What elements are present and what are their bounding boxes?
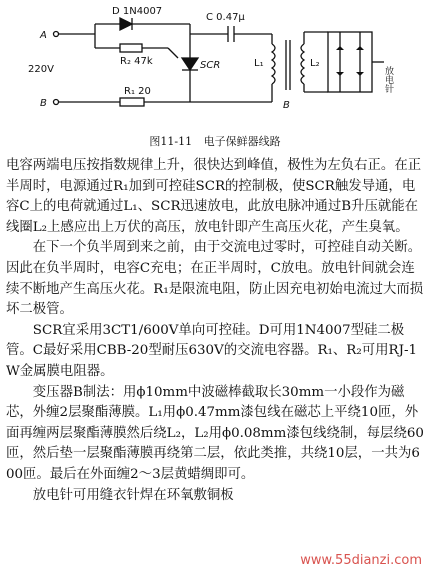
terminal-b xyxy=(54,100,59,105)
label-l2: L₂ xyxy=(310,58,320,69)
coil-l2 xyxy=(301,44,304,84)
body-text xyxy=(6,156,426,506)
resistor-r2 xyxy=(120,44,142,52)
terminal-a xyxy=(54,32,59,37)
watermark: www.55dianzi.com xyxy=(300,553,422,568)
paragraph: 变压器B制法：用ϕ10mm中波磁棒截取长30mm一小段作为磁芯，外缠2层聚酯薄膜。L₁用ϕ0.47mm漆包线在磁芯上平绕10匝，外面再缠两层聚酯薄膜然后绕L₂，L₂用ϕ0.08mm漆包线绕制，每层绕60匝，然后垫一层聚酯薄膜再绕第二层，依此类推，共绕10层，一共为600匝。最后在外面缠2～3层黄蜡绸即可。 xyxy=(6,384,424,482)
label-a: A xyxy=(40,30,47,41)
label-b-right: B xyxy=(283,100,290,111)
scr xyxy=(182,58,198,70)
label-d: D 1N4007 xyxy=(112,6,163,17)
paragraph: SCR宜采用3CT1/600V单向可控硅。D可用1N4007型硅二极管。C最好采用CBB-20型耐压630V的交流电容器。R₁、R₂可用RJ-1W金属膜电阻器。 xyxy=(6,322,418,379)
needle-icon xyxy=(356,72,364,76)
label-l1: L₁ xyxy=(254,58,264,69)
label-b-left: B xyxy=(40,98,47,109)
needle-frame xyxy=(328,32,372,92)
figure-caption xyxy=(0,133,430,149)
label-r2: R₂ 47k xyxy=(120,56,153,67)
label-220v: 220V xyxy=(28,64,54,75)
coil-l1 xyxy=(272,44,275,84)
circuit-diagram xyxy=(0,0,430,130)
figure-title: 电子保鲜器线路 xyxy=(203,135,281,148)
label-needles: 放电针 xyxy=(383,66,393,93)
resistor-r1 xyxy=(120,98,144,106)
label-scr: SCR xyxy=(200,60,221,71)
needle-icon xyxy=(336,46,344,50)
figure-number: 图11-11 xyxy=(149,135,193,148)
paragraph: 放电针可用缝衣针焊在环氧敷铜板 xyxy=(32,487,234,503)
label-r1: R₁ 20 xyxy=(124,86,151,97)
diode-d xyxy=(120,18,132,30)
needle-icon xyxy=(356,46,364,50)
label-c: C 0.47μ xyxy=(206,12,245,23)
paragraph: 在下一个负半周到来之前，由于交流电过零时，可控硅自动关断。因此在负半周时，电容C充电；在正半周时，C放电。放电针间就会连续不断地产生高压火花。R₁是限流电阻，防止因充电初始电流过大而损坏二极管。 xyxy=(6,240,424,318)
paragraph: 电容两端电压按指数规律上升，很快达到峰值，极性为左负右正。在正半周时，电源通过R₁加到可控硅SCR的控制极，使SCR触发导通，电容C上的电荷就通过L₁、SCR迅速放电，此放电脉冲通过B升压就能在线圈L₂上感应出上万伏的高压，放电针即产生高压火花，产生臭氧。 xyxy=(6,158,422,235)
needle-icon xyxy=(336,72,344,76)
